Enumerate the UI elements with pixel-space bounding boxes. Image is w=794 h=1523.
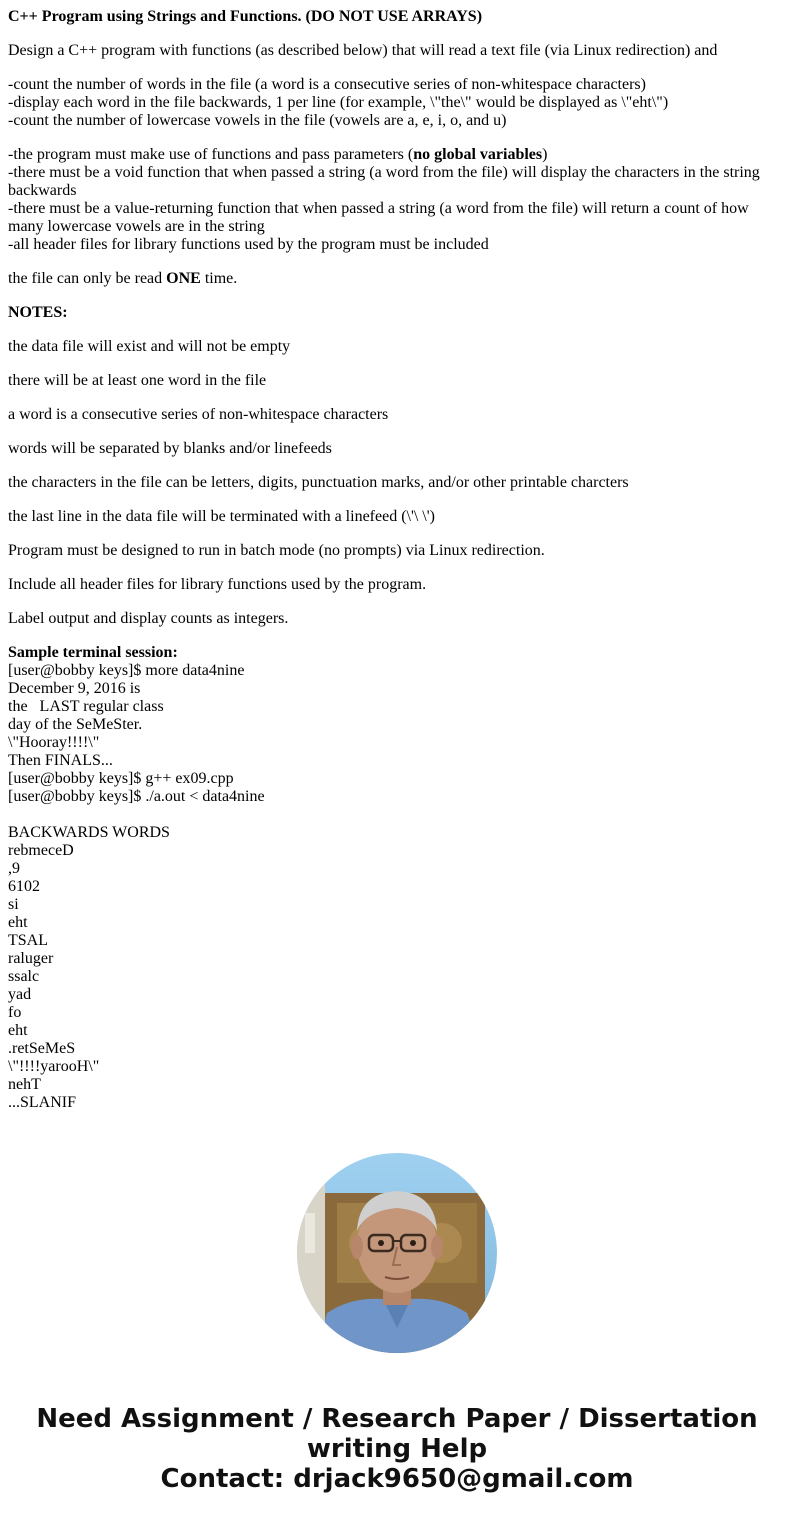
note-item: the characters in the file can be letters, digits, punctuation marks, and/or other printable charcters [8, 474, 629, 491]
no-globals-emphasis: no global variables [413, 146, 543, 163]
read-once-note: the file can only be read ONE time. [8, 270, 238, 287]
sample-session [8, 644, 778, 1112]
terminal-output [8, 662, 778, 1112]
terminal-line: ssalc [8, 968, 40, 985]
note-item: the last line in the data file will be terminated with a linefeed (\'\ \') [8, 508, 435, 525]
terminal-line: \"Hooray!!!!\" [8, 734, 100, 751]
document-body [8, 8, 778, 1112]
note-item: the data file will exist and will not be empty [8, 338, 291, 355]
requirement-void-function: -there must be a void function that when passed a string (a word from the file) will display the characters in the string backwards [8, 164, 760, 199]
note-item: there will be at least one word in the file [8, 372, 267, 389]
requirement-value-function: -there must be a value-returning function that when passed a string (a word from the file) will return a count of how many lowercase vowels are in the string [8, 200, 749, 235]
requirements-list [8, 146, 778, 254]
note-item: Program must be designed to run in batch mode (no prompts) via Linux redirection. [8, 542, 545, 559]
terminal-line: eht [8, 914, 28, 931]
terminal-line: yad [8, 986, 32, 1003]
promo-line-1: Need Assignment / Research Paper / Dissertation [36, 1404, 758, 1434]
terminal-line: ,9 [8, 860, 20, 877]
requirement-headers: -all header files for library functions used by the program must be included [8, 236, 489, 253]
terminal-line: [user@bobby keys]$ g++ ex09.cpp [8, 770, 234, 787]
terminal-line: [user@bobby keys]$ more data4nine [8, 662, 245, 679]
requirement-functions: -the program must make use of functions and pass parameters (no global variables) [8, 146, 548, 163]
note-item: Include all header files for library functions used by the program. [8, 576, 427, 593]
task-item: -display each word in the file backwards, 1 per line (for example, \"the\" would be displayed as \"eht\") [8, 94, 669, 111]
task-item: -count the number of words in the file (a word is a consecutive series of non-whitespace characters) [8, 76, 646, 93]
terminal-line: nehT [8, 1076, 41, 1093]
terminal-line: Then FINALS... [8, 752, 113, 769]
promo-contact: Contact: drjack9650@gmail.com [160, 1464, 634, 1494]
avatar [297, 1153, 497, 1353]
document-title: C++ Program using Strings and Functions. (DO NOT USE ARRAYS) [8, 8, 483, 25]
terminal-line: day of the SeMeSter. [8, 716, 143, 733]
task-item: -count the number of lowercase vowels in the file (vowels are a, e, i, o, and u) [8, 112, 507, 129]
terminal-line [8, 806, 778, 824]
terminal-line: fo [8, 1004, 22, 1021]
promo-banner [0, 1404, 794, 1494]
terminal-line: rebmeceD [8, 842, 74, 859]
terminal-line: BACKWARDS WORDS [8, 824, 170, 841]
notes-heading: NOTES: [8, 304, 68, 321]
terminal-line: si [8, 896, 19, 913]
terminal-line: .retSeMeS [8, 1040, 76, 1057]
one-emphasis: ONE [166, 270, 201, 287]
terminal-line: eht [8, 1022, 28, 1039]
note-item: Label output and display counts as integers. [8, 610, 289, 627]
sample-heading: Sample terminal session: [8, 644, 178, 661]
terminal-line: TSAL [8, 932, 48, 949]
tutor-portrait-icon [297, 1153, 497, 1353]
terminal-line: December 9, 2016 is [8, 680, 141, 697]
terminal-line: ...SLANIF [8, 1094, 77, 1111]
terminal-line: 6102 [8, 878, 40, 895]
task-list [8, 76, 778, 130]
intro-paragraph: Design a C++ program with functions (as described below) that will read a text file (via Linux redirection) and [8, 42, 718, 59]
note-item: words will be separated by blanks and/or linefeeds [8, 440, 332, 457]
promo-line-2: writing Help [306, 1434, 488, 1464]
note-item: a word is a consecutive series of non-whitespace characters [8, 406, 389, 423]
terminal-line: raluger [8, 950, 54, 967]
terminal-line: \"!!!!yarooH\" [8, 1058, 100, 1075]
terminal-line: the LAST regular class [8, 698, 164, 715]
terminal-line: [user@bobby keys]$ ./a.out < data4nine [8, 788, 265, 805]
